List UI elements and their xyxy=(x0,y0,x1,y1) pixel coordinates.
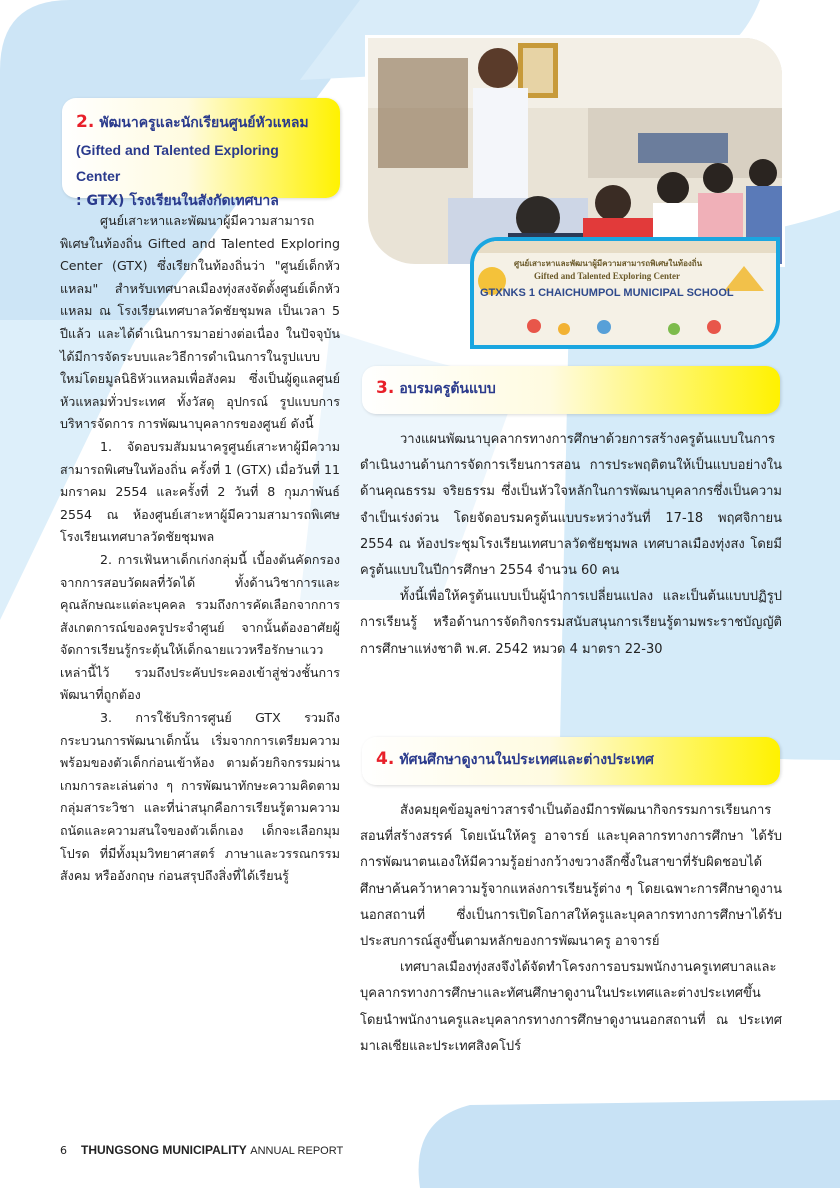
school-sign-photo xyxy=(470,237,780,349)
section-4-title: ทัศนศึกษาดูงานในประเทศและต่างประเทศ xyxy=(399,752,654,768)
section-2-title-line1: พัฒนาครูและนักเรียนศูนย์หัวแหลม xyxy=(99,115,309,131)
section-3-number: 3. xyxy=(376,378,395,398)
school-sign-line1: ศูนย์เสาะหาและพัฒนาผู้มีความสามารถพิเศษในท้องถิ่น xyxy=(514,259,703,268)
section-4-body xyxy=(360,798,782,1060)
section-4-paragraph: เทศบาลเมืองทุ่งสงจึงได้จัดทำโครงการอบรมพนักงานครูเทศบาลและบุคลากรทางการศึกษาและทัศนศึกษาดูงานในประเทศและต่างประเทศขึ้น โดยนำพนักงานครูและบุคลากรทางการศึกษาดูงานนอกสถานที่ ณ ประเทศมาเลเซียและประเทศสิงคโปร์ xyxy=(360,960,782,1054)
section-2-title-line2: (Gifted and Talented Exploring Center xyxy=(76,142,279,184)
footer-brand: THUNGSONG MUNICIPALITY xyxy=(81,1143,247,1157)
section-2-title-line3: : GTX) โรงเรียนในสังกัดเทศบาล xyxy=(76,193,279,209)
page-footer xyxy=(60,1143,343,1157)
section-2-heading xyxy=(62,98,340,209)
section-2-number: 2. xyxy=(76,112,95,132)
section-2-paragraph: 3. การใช้บริการศูนย์ GTX รวมถึงกระบวนการพัฒนาเด็กนั้น เริ่มจากการเตรียมความพร้อมของตัวเด็กก่อนเข้าห้อง ตามด้วยกิจกรรมผ่านเกมการละเล่นต่าง ๆ การพัฒนาทักษะความคิดตามกลุ่มสาระวิชา และที่น่าสนุกคือการเรียนรู้ตามความถนัดและความสนใจของตัวเด็กเอง เด็กจะเลือกมุมโปรด ที่มีทั้งมุมวิทยาศาสตร์ ภาษาและวรรณกรรม สังคม หรืออังกฤษ ก่อนสรุปถึงสิ่งที่ได้เรียนรู้ xyxy=(60,710,340,884)
section-4-paragraph: สังคมยุคข้อมูลข่าวสารจำเป็นต้องมีการพัฒนากิจกรรมการเรียนการสอนที่สร้างสรรค์ โดยเน้นให้ครู อาจารย์ และบุคลากรทางการศึกษา ได้รับการพัฒนาตนเองให้มีความรู้อย่างกว้างขวางลึกซึ้งในสาขาที่รับผิดชอบได้ศึกษาค้นคว้าหาความรู้จากแหล่งการเรียนรู้ต่าง ๆ โดยเฉพาะการศึกษาดูงานนอกสถานที่ ซึ่งเป็นการเปิดโอกาสให้ครูและบุคลากรทางการศึกษาได้รับประสบการณ์สูงขึ้นตามหลักของการพัฒนาครู อาจารย์ xyxy=(360,803,782,950)
section-2-paragraph: 2. การเฟ้นหาเด็กเก่งกลุ่มนี้ เบื้องต้นคัดกรองจากการสอบวัดผลที่วัดได้ ทั้งด้านวิชาการและคุณลักษณะแต่ละบุคคล รวมถึงการคัดเลือกจากการสังเกตการณ์ของครูประจำศูนย์ จากนั้นต้องอาศัยผู้จัดการเรียนรู้กระตุ้นให้เด็กฉายแววหรือรักษาแววเหล่านี้ไว้ รวมถึงประคับประคองเข้าสู่ช่วงชั้นการพัฒนาที่ถูกต้อง xyxy=(60,551,340,703)
section-2-paragraph: 1. จัดอบรมสัมมนาครูศูนย์เสาะหาผู้มีความสามารถพิเศษในท้องถิ่น ครั้งที่ 1 (GTX) เมื่อวันที่ 11 มกราคม 2554 และครั้งที่ 2 วันที่ 8 กุมภาพันธ์ 2554 ณ ห้องศูนย์เสาะหาผู้มีความสามารถพิเศษ โรงเรียนเทศบาลวัดชัยชุมพล xyxy=(60,438,340,545)
page-number: 6 xyxy=(60,1144,67,1157)
section-2-paragraph: ศูนย์เสาะหาและพัฒนาผู้มีความสามารถพิเศษในท้องถิ่น Gifted and Talented Exploring Center (GTX) ซึ่งเรียกในท้องถิ่นว่า "ศูนย์เด็กหัวแหลม" สำหรับเทศบาลเมืองทุ่งสงจัดตั้งศูนย์เด็กหัวแหลม ณ โรงเรียนเทศบาลวัดชัยชุมพล เป็นเวลา 5 ปีแล้ว และได้ดำเนินการมาอย่างต่อเนื่อง ในปัจจุบันได้มีการจัดระบบและวิธีการดำเนินการในรูปแบบใหม่โดยมูลนิธิหัวแหลมเพื่อสังคม ซึ่งเป็นผู้ดูแลศูนย์หัวแหลมทั่วประเทศ ทั้งวัสดุ อุปกรณ์ รูปแบบการบริหารจัดการ การพัฒนาบุคลากรของศูนย์ ดังนี้ xyxy=(60,213,340,432)
seminar-photo-image xyxy=(368,38,785,267)
section-3-body xyxy=(360,427,782,663)
section-3-title: อบรมครูต้นแบบ xyxy=(399,381,496,397)
section-3-paragraph: ทั้งนี้เพื่อให้ครูต้นแบบเป็นผู้นำการเปลี่ยนแปลง และเป็นต้นแบบปฏิรูปการเรียนรู้ หรือด้านการจัดกิจกรรมสนับสนุนการเรียนรู้ตามพระราชบัญญัติการศึกษาแห่งชาติ พ.ศ. 2542 หมวด 4 มาตรา 22-30 xyxy=(360,589,782,657)
school-sign-line3: GTXNKS 1 CHAICHUMPOL MUNICIPAL SCHOOL xyxy=(480,287,734,299)
school-sign-line2: Gifted and Talented Exploring Center xyxy=(534,271,681,281)
section-4-heading xyxy=(362,737,780,785)
section-3-paragraph: วางแผนพัฒนาบุคลากรทางการศึกษาด้วยการสร้างครูต้นแบบในการดำเนินงานด้านการจัดการเรียนการสอน การประพฤติตนให้เป็นแบบอย่างในด้านคุณธรรม จริยธรรม ซึ่งเป็นหัวใจหลักในการพัฒนาบุคลากรซึ่งเป็นความจำเป็นเร่งด่วน โดยจัดอบรมครูต้นแบบระหว่างวันที่ 17-18 พฤศจิกายน 2554 ณ ห้องประชุมโรงเรียนเทศบาลวัดชัยชุมพล เทศบาลเมืองทุ่งสง โดยมีครูต้นแบบในปีการศึกษา 2554 จำนวน 60 คน xyxy=(360,432,782,579)
section-3-heading xyxy=(362,366,780,414)
section-4-number: 4. xyxy=(376,749,395,769)
footer-report: ANNUAL REPORT xyxy=(250,1145,344,1157)
seminar-photo xyxy=(365,35,785,267)
section-2-body xyxy=(60,210,340,888)
